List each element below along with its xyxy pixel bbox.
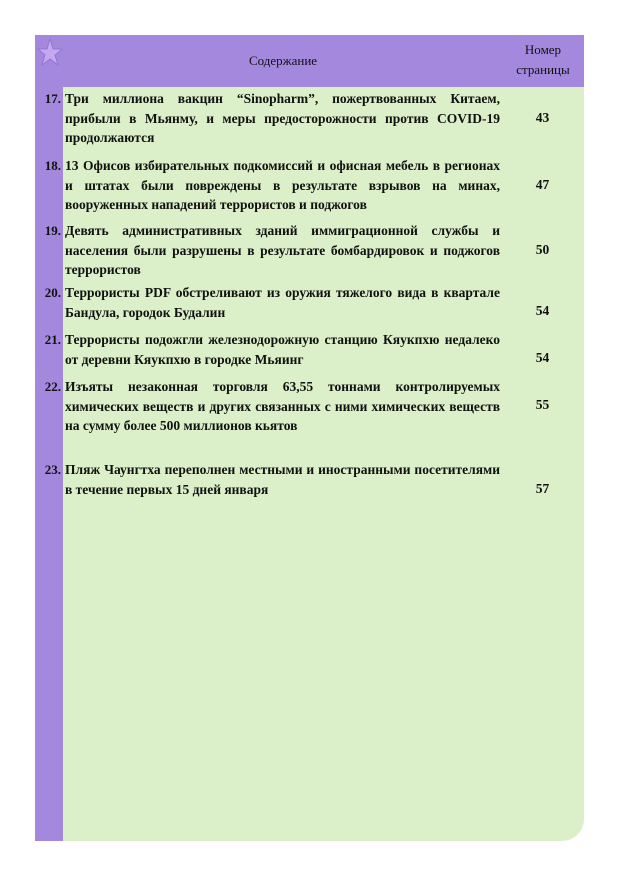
entry-title[interactable]: 13 Офисов избирательных подкомиссий и офисная мебель в регионах и штатах были повреждены в результате взрывов на минах, вооруженных нападений террористов и поджогов [65, 158, 500, 212]
entry-title[interactable]: Террористы PDF обстреливают из оружия тяжелого вида в квартале Бандула, городок Будалин [65, 285, 500, 320]
entry-number: 22. [44, 379, 61, 394]
entry-page: 54 [535, 350, 550, 365]
entry-page: 57 [535, 481, 550, 496]
page-number-column-header [503, 40, 583, 80]
entry-page: 55 [535, 397, 550, 412]
entry-number: 17. [44, 91, 61, 106]
entry-number: 18. [44, 158, 61, 173]
entry-title[interactable]: Изъяты незаконная торговля 63,55 тоннами контролируемых химических веществ и других связанных с ними химических веществ на сумму более 500 миллионов кьятов [65, 379, 500, 433]
page-col-line1: Номер [524, 42, 562, 57]
entry-page: 50 [535, 242, 550, 257]
page-col-line2: страницы [516, 62, 570, 77]
entry-number: 21. [44, 332, 61, 347]
entry-number: 19. [44, 223, 61, 238]
entry-page: 47 [535, 177, 550, 192]
entry-title[interactable]: Три миллиона вакцин “Sinopharm”, пожертвованных Китаем, прибыли в Мьянму, и меры предосторожности против COVID-19 продолжаются [65, 91, 500, 145]
entry-title[interactable]: Пляж Чаунгтха переполнен местными и иностранными посетителями в течение первых 15 дней января [65, 462, 500, 497]
entry-page: 54 [535, 303, 550, 318]
entry-title[interactable]: Террористы подожгли железнодорожную станцию Кяукпхю недалеко от деревни Кяукпхю в городке Мьяинг [65, 332, 500, 367]
entry-number: 20. [44, 285, 61, 300]
entry-page: 43 [535, 110, 550, 125]
toc-title: Содержание [248, 53, 318, 68]
entry-number: 23. [44, 462, 61, 477]
entry-title[interactable]: Девять административных зданий иммиграционной службы и населения были разрушены в результате бомбардировок и поджогов террористов [65, 223, 500, 277]
star-icon [37, 38, 63, 68]
